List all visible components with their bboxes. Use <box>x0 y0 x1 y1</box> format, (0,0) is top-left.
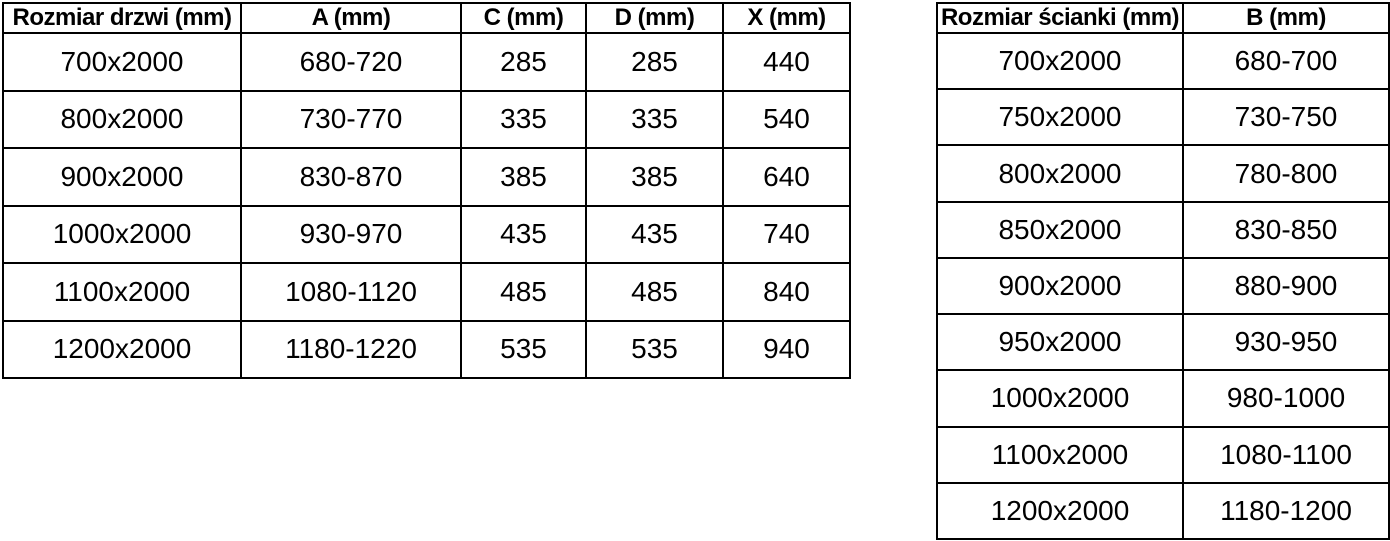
table-row <box>3 91 850 149</box>
table-cell: 1100x2000 <box>3 263 241 321</box>
table-cell: 1200x2000 <box>937 483 1183 539</box>
table-cell: 1080-1100 <box>1183 427 1389 483</box>
table-cell: 850x2000 <box>937 202 1183 258</box>
table-cell: 700x2000 <box>3 33 241 91</box>
column-header: Rozmiar drzwi (mm) <box>3 3 241 33</box>
table-cell: 1180-1200 <box>1183 483 1389 539</box>
table-cell: 780-800 <box>1183 145 1389 201</box>
table-row <box>937 258 1389 314</box>
table-cell: 335 <box>461 91 586 149</box>
table-cell: 880-900 <box>1183 258 1389 314</box>
table-cell: 930-950 <box>1183 314 1389 370</box>
column-header: D (mm) <box>586 3 723 33</box>
table-cell: 540 <box>723 91 850 149</box>
wall-table-header-row <box>937 3 1389 33</box>
table-cell: 940 <box>723 321 850 379</box>
table-row <box>937 314 1389 370</box>
table-row <box>937 33 1389 89</box>
table-cell: 800x2000 <box>3 91 241 149</box>
table-cell: 980-1000 <box>1183 370 1389 426</box>
table-cell: 285 <box>586 33 723 91</box>
table-cell: 740 <box>723 206 850 264</box>
table-cell: 535 <box>461 321 586 379</box>
table-cell: 385 <box>461 148 586 206</box>
table-row <box>3 148 850 206</box>
table-cell: 535 <box>586 321 723 379</box>
table-cell: 930-970 <box>241 206 461 264</box>
column-header: A (mm) <box>241 3 461 33</box>
table-row <box>937 370 1389 426</box>
wall-panel-dimensions-table <box>936 2 1390 540</box>
table-row <box>3 321 850 379</box>
door-dimensions-table <box>2 2 851 379</box>
table-row <box>3 33 850 91</box>
table-cell: 900x2000 <box>3 148 241 206</box>
table-cell: 680-700 <box>1183 33 1389 89</box>
table-cell: 830-850 <box>1183 202 1389 258</box>
table-cell: 1000x2000 <box>937 370 1183 426</box>
table-cell: 385 <box>586 148 723 206</box>
table-cell: 435 <box>461 206 586 264</box>
column-header: X (mm) <box>723 3 850 33</box>
table-cell: 1180-1220 <box>241 321 461 379</box>
column-header: C (mm) <box>461 3 586 33</box>
table-cell: 335 <box>586 91 723 149</box>
table-row <box>937 89 1389 145</box>
column-header: B (mm) <box>1183 3 1389 33</box>
table-row <box>937 145 1389 201</box>
table-cell: 440 <box>723 33 850 91</box>
table-cell: 750x2000 <box>937 89 1183 145</box>
table-cell: 1100x2000 <box>937 427 1183 483</box>
table-cell: 830-870 <box>241 148 461 206</box>
table-cell: 1000x2000 <box>3 206 241 264</box>
table-cell: 680-720 <box>241 33 461 91</box>
table-cell: 730-750 <box>1183 89 1389 145</box>
table-cell: 285 <box>461 33 586 91</box>
table-cell: 485 <box>461 263 586 321</box>
table-cell: 800x2000 <box>937 145 1183 201</box>
table-cell: 640 <box>723 148 850 206</box>
table-cell: 1200x2000 <box>3 321 241 379</box>
table-cell: 950x2000 <box>937 314 1183 370</box>
table-row <box>3 263 850 321</box>
column-header: Rozmiar ścianki (mm) <box>937 3 1183 33</box>
table-row <box>937 427 1389 483</box>
table-cell: 1080-1120 <box>241 263 461 321</box>
table-cell: 435 <box>586 206 723 264</box>
table-cell: 900x2000 <box>937 258 1183 314</box>
table-row <box>937 202 1389 258</box>
table-row <box>3 206 850 264</box>
table-row <box>937 483 1389 539</box>
table-cell: 700x2000 <box>937 33 1183 89</box>
table-cell: 730-770 <box>241 91 461 149</box>
table-cell: 840 <box>723 263 850 321</box>
door-table-header-row <box>3 3 850 33</box>
table-cell: 485 <box>586 263 723 321</box>
